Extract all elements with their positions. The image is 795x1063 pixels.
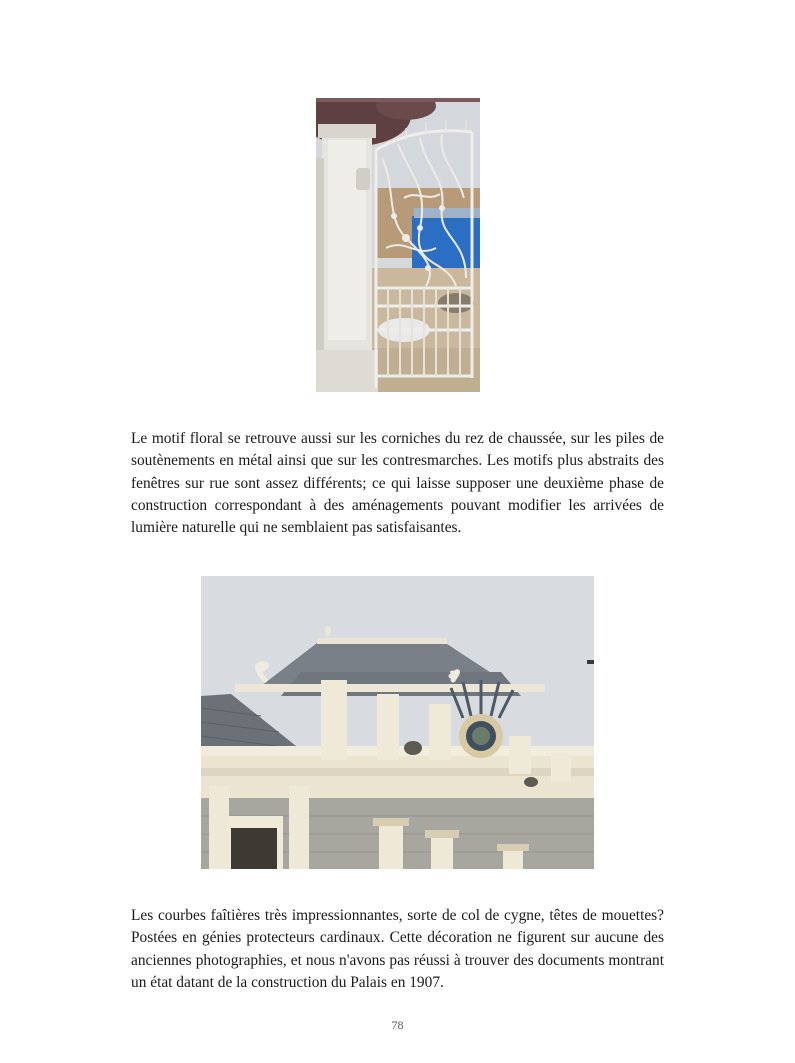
body-paragraph-ridge-curves: Les courbes faîtières très impressionnantes, sorte de col de cygne, têtes de mouettes? Postées en génies protecteurs cardinaux. Cette décoration ne figurent sur aucune des anciennes photographies, et nous n'avons pas réussi à trouver des documents montrant un état datant de la construction du Palais en 1907. <box>131 907 664 991</box>
page-number: 78 <box>391 1018 404 1032</box>
gate-photo <box>316 98 480 392</box>
roof-ornament-photo <box>201 576 594 869</box>
body-paragraph-floral-motif: Le motif floral se retrouve aussi sur les corniches du rez de chaussée, sur les piles de soutènements en métal ainsi que sur les contresmarches. Les motifs plus abstraits des fenêtres sur rue sont assez différents; ce qui laisse supposer une deuxième phase de construction correspondant à des aménagements pouvant modifier les arrivées de lumière naturelle qui ne semblaient pas satisfaisantes. <box>131 430 664 537</box>
